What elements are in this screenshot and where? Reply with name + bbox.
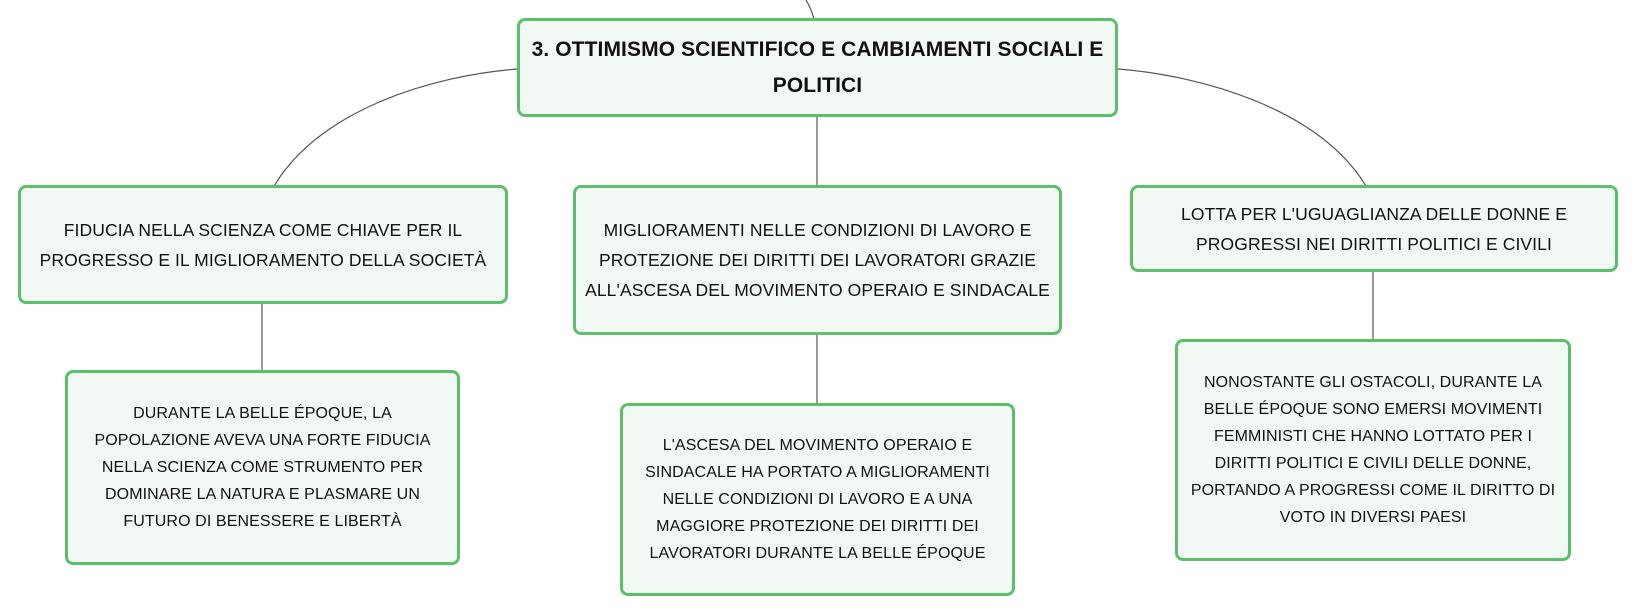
branch-label: FIDUCIA NELLA SCIENZA COME CHIAVE PER IL PROGRESSO E IL MIGLIORAMENTO DELLA SOCIETÀ (39, 219, 487, 270)
branch-label: LOTTA PER L'UGUAGLIANZA DELLE DONNE E PROGRESSI NEI DIRITTI POLITICI E CIVILI (1181, 203, 1567, 254)
detail-node-labour[interactable] (620, 403, 1015, 596)
connector-root-to-branch-3 (1118, 69, 1366, 186)
detail-text: NONOSTANTE GLI OSTACOLI, DURANTE LA BELLE ÉPOQUE SONO EMERSI MOVIMENTI FEMMINISTI CHE HANNO LOTTATO PER I DIRITTI POLITICI E CIVILI DELLE DONNE, PORTANDO A PROGRESSI COME IL DIRITTO DI VOTO IN DIVERSI PAESI (1190, 374, 1556, 526)
root-topic-node[interactable] (517, 18, 1118, 117)
detail-text: DURANTE LA BELLE ÉPOQUE, LA POPOLAZIONE AVEVA UNA FORTE FIDUCIA NELLA SCIENZA COME STRUMENTO PER DOMINARE LA NATURA E PLASMARE UN FUTURO DI BENESSERE E LIBERTÀ (94, 405, 431, 530)
connector-parent-to-root (806, 0, 814, 20)
root-topic-title: 3. OTTIMISMO SCIENTIFICO E CAMBIAMENTI SOCIALI E POLITICI (531, 37, 1104, 97)
branch-label: MIGLIORAMENTI NELLE CONDIZIONI DI LAVORO E PROTEZIONE DEI DIRITTI DEI LAVORATORI GRAZIE ALL'ASCESA DEL MOVIMENTO OPERAIO E SINDACALE (585, 220, 1050, 300)
detail-node-women[interactable] (1175, 339, 1571, 561)
connector-root-to-branch-1 (274, 69, 517, 186)
branch-node-science[interactable] (18, 185, 508, 304)
detail-text: L'ASCESA DEL MOVIMENTO OPERAIO E SINDACALE HA PORTATO A MIGLIORAMENTI NELLE CONDIZIONI DI LAVORO E A UNA MAGGIORE PROTEZIONE DEI DIRITTI DEI LAVORATORI DURANTE LA BELLE ÉPOQUE (645, 437, 990, 562)
branch-node-women[interactable] (1130, 185, 1618, 272)
branch-node-labour[interactable] (573, 185, 1062, 335)
detail-node-science[interactable] (65, 370, 460, 565)
